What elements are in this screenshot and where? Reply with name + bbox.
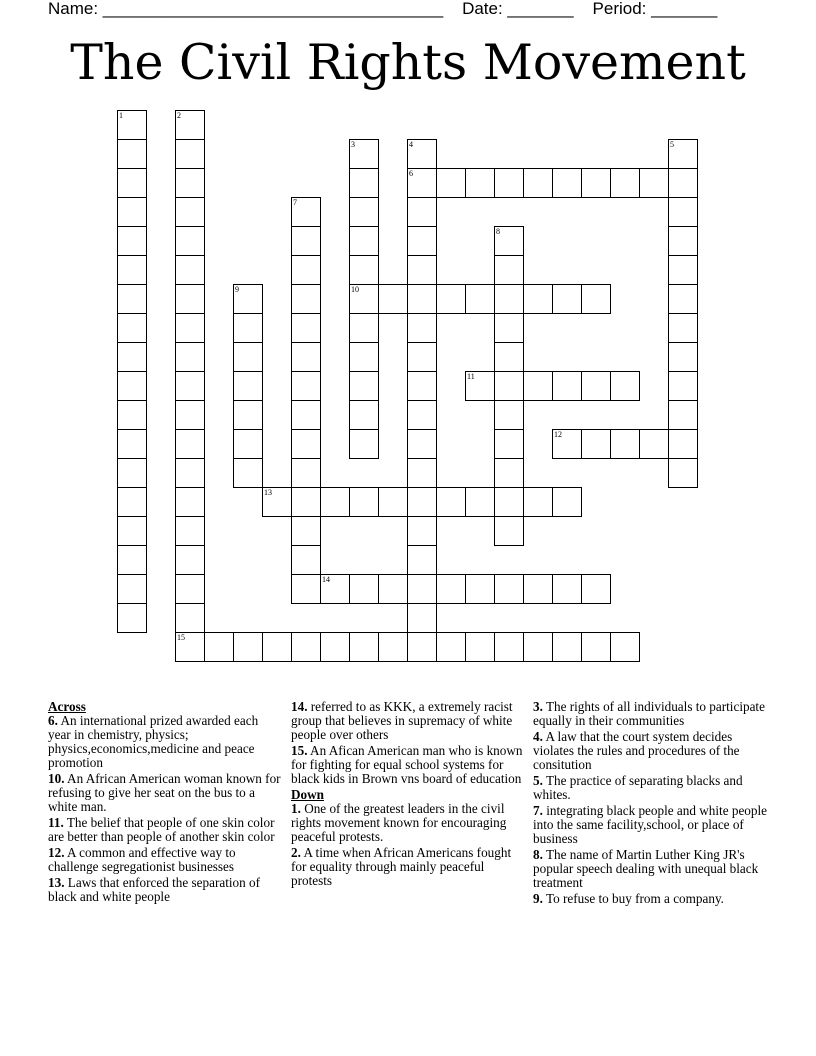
crossword-cell[interactable] [407, 342, 437, 372]
crossword-cell[interactable] [465, 632, 495, 662]
crossword-cell[interactable] [175, 168, 205, 198]
crossword-cell[interactable] [175, 458, 205, 488]
crossword-cell[interactable] [117, 139, 147, 169]
crossword-cell[interactable] [465, 284, 495, 314]
across-heading: Across [48, 699, 86, 714]
crossword-cell[interactable] [494, 429, 524, 459]
crossword-cell[interactable] [407, 168, 437, 198]
crossword-cell[interactable] [262, 487, 292, 517]
crossword-cell[interactable] [610, 168, 640, 198]
crossword-cell[interactable] [407, 545, 437, 575]
clue-column-2 [291, 700, 527, 890]
crossword-cell[interactable] [494, 400, 524, 430]
crossword-cell[interactable] [291, 197, 321, 227]
crossword-cell[interactable] [233, 313, 263, 343]
crossword-cell[interactable] [291, 226, 321, 256]
crossword-cell[interactable] [610, 429, 640, 459]
crossword-cell[interactable] [291, 516, 321, 546]
across-clue-6: 6. An international prized awarded each year in chemistry, physics; physics,economics,medicine and peace promotion [48, 713, 259, 770]
crossword-cell[interactable] [262, 632, 292, 662]
crossword-cell[interactable] [175, 255, 205, 285]
crossword-cell[interactable] [436, 487, 466, 517]
crossword-cell[interactable] [117, 458, 147, 488]
clue-number: 6 [409, 169, 413, 178]
crossword-cell[interactable] [349, 313, 379, 343]
crossword-cell[interactable] [117, 574, 147, 604]
crossword-cell[interactable] [117, 400, 147, 430]
crossword-cell[interactable] [117, 197, 147, 227]
clue-column-3 [533, 700, 769, 908]
crossword-cell[interactable] [233, 284, 263, 314]
date-field-label[interactable]: Date: _______ [462, 0, 574, 18]
crossword-cell[interactable] [465, 371, 495, 401]
crossword-cell[interactable] [407, 603, 437, 633]
across-clue-15: 15. An Afican American man who is known for fighting for equal school systems for black kids in Brown vns board of education [291, 743, 523, 786]
crossword-cell[interactable] [465, 168, 495, 198]
crossword-cell[interactable] [436, 574, 466, 604]
crossword-cell[interactable] [117, 603, 147, 633]
crossword-cell[interactable] [175, 400, 205, 430]
crossword-cell[interactable] [175, 371, 205, 401]
crossword-cell[interactable] [581, 574, 611, 604]
across-clue-14: 14. referred to as KKK, a extremely racist group that believes in supremacy of white people over others [291, 699, 513, 742]
crossword-cell[interactable] [320, 487, 350, 517]
clue-number: 3 [351, 140, 355, 149]
clue-number: 14 [322, 575, 330, 584]
crossword-cell[interactable] [117, 371, 147, 401]
crossword-cell[interactable] [233, 342, 263, 372]
crossword-cell[interactable] [117, 342, 147, 372]
clue-number: 5 [670, 140, 674, 149]
clue-number: 8 [496, 227, 500, 236]
clue-number: 7 [293, 198, 297, 207]
crossword-cell[interactable] [552, 574, 582, 604]
crossword-cell[interactable] [175, 516, 205, 546]
crossword-cell[interactable] [610, 632, 640, 662]
crossword-cell[interactable] [117, 226, 147, 256]
name-field-label[interactable]: Name: ____________________________________ [48, 0, 444, 18]
clue-number: 9 [235, 285, 239, 294]
clue-number: 2 [177, 111, 181, 120]
crossword-cell[interactable] [233, 429, 263, 459]
crossword-cell[interactable] [175, 429, 205, 459]
down-clue-1: 1. One of the greatest leaders in the civil rights movement known for encouraging peaceful protests. [291, 801, 507, 844]
crossword-cell[interactable] [407, 313, 437, 343]
crossword-cell[interactable] [668, 139, 698, 169]
crossword-cell[interactable] [349, 168, 379, 198]
crossword-cell[interactable] [175, 342, 205, 372]
crossword-cell[interactable] [581, 284, 611, 314]
crossword-cell[interactable] [349, 371, 379, 401]
clue-number: 1 [119, 111, 123, 120]
crossword-cell[interactable] [233, 632, 263, 662]
crossword-cell[interactable] [349, 632, 379, 662]
crossword-cell[interactable] [349, 487, 379, 517]
crossword-cell[interactable] [581, 429, 611, 459]
down-clue-4: 4. A law that the court system decides violates the rules and procedures of the consitution [533, 729, 740, 772]
crossword-cell[interactable] [494, 313, 524, 343]
crossword-cell[interactable] [175, 632, 205, 662]
crossword-cell[interactable] [436, 632, 466, 662]
crossword-cell[interactable] [581, 371, 611, 401]
crossword-cell[interactable] [639, 429, 669, 459]
crossword-cell[interactable] [291, 255, 321, 285]
crossword-cell[interactable] [117, 487, 147, 517]
crossword-cell[interactable] [581, 632, 611, 662]
crossword-cell[interactable] [175, 226, 205, 256]
across-clue-10: 10. An African American woman known for refusing to give her seat on the bus to a white man. [48, 771, 281, 814]
crossword-cell[interactable] [436, 284, 466, 314]
crossword-cell[interactable] [494, 487, 524, 517]
crossword-cell[interactable] [349, 139, 379, 169]
crossword-cell[interactable] [291, 429, 321, 459]
crossword-cell[interactable] [407, 400, 437, 430]
crossword-cell[interactable] [117, 168, 147, 198]
clue-number: 10 [351, 285, 359, 294]
crossword-cell[interactable] [668, 400, 698, 430]
crossword-cell[interactable] [117, 284, 147, 314]
crossword-cell[interactable] [523, 632, 553, 662]
crossword-cell[interactable] [117, 545, 147, 575]
crossword-cell[interactable] [233, 371, 263, 401]
crossword-cell[interactable] [349, 574, 379, 604]
crossword-cell[interactable] [407, 255, 437, 285]
crossword-cell[interactable] [349, 342, 379, 372]
crossword-cell[interactable] [523, 487, 553, 517]
crossword-cell[interactable] [320, 574, 350, 604]
crossword-cell[interactable] [494, 168, 524, 198]
crossword-cell[interactable] [175, 197, 205, 227]
crossword-cell[interactable] [494, 632, 524, 662]
crossword-cell[interactable] [175, 139, 205, 169]
crossword-cell[interactable] [407, 574, 437, 604]
crossword-cell[interactable] [378, 632, 408, 662]
crossword-cell[interactable] [668, 371, 698, 401]
crossword-cell[interactable] [175, 487, 205, 517]
clue-column-1 [48, 700, 284, 906]
crossword-cell[interactable] [349, 284, 379, 314]
crossword-cell[interactable] [465, 487, 495, 517]
crossword-cell[interactable] [668, 429, 698, 459]
crossword-cell[interactable] [349, 400, 379, 430]
clue-number: 13 [264, 488, 272, 497]
crossword-cell[interactable] [349, 429, 379, 459]
clue-number: 11 [467, 372, 475, 381]
crossword-cell[interactable] [291, 487, 321, 517]
crossword-cell[interactable] [407, 226, 437, 256]
crossword-cell[interactable] [407, 139, 437, 169]
crossword-cell[interactable] [494, 255, 524, 285]
crossword-cell[interactable] [407, 371, 437, 401]
crossword-cell[interactable] [117, 110, 147, 140]
crossword-cell[interactable] [291, 371, 321, 401]
crossword-cell[interactable] [349, 255, 379, 285]
clue-number: 12 [554, 430, 562, 439]
crossword-cell[interactable] [494, 516, 524, 546]
across-clue-11: 11. The belief that people of one skin color are better than people of another skin color [48, 815, 275, 844]
crossword-cell[interactable] [349, 226, 379, 256]
across-clue-13: 13. Laws that enforced the separation of black and white people [48, 875, 261, 904]
crossword-cell[interactable] [233, 458, 263, 488]
crossword-cell[interactable] [436, 168, 466, 198]
crossword-cell[interactable] [494, 226, 524, 256]
crossword-cell[interactable] [668, 342, 698, 372]
crossword-cell[interactable] [668, 168, 698, 198]
down-heading: Down [291, 787, 324, 802]
crossword-cell[interactable] [204, 632, 234, 662]
crossword-cell[interactable] [552, 487, 582, 517]
crossword-cell[interactable] [581, 168, 611, 198]
crossword-cell[interactable] [668, 197, 698, 227]
clue-number: 4 [409, 140, 413, 149]
period-field-label[interactable]: Period: _______ [592, 0, 718, 18]
crossword-cell[interactable] [494, 458, 524, 488]
crossword-cell[interactable] [494, 371, 524, 401]
crossword-cell[interactable] [610, 371, 640, 401]
crossword-cell[interactable] [291, 284, 321, 314]
crossword-cell[interactable] [320, 632, 350, 662]
crossword-cell[interactable] [523, 574, 553, 604]
crossword-cell[interactable] [494, 284, 524, 314]
crossword-cell[interactable] [291, 342, 321, 372]
crossword-cell[interactable] [175, 110, 205, 140]
crossword-cell[interactable] [378, 574, 408, 604]
crossword-cell[interactable] [465, 574, 495, 604]
crossword-cell[interactable] [407, 284, 437, 314]
crossword-cell[interactable] [291, 545, 321, 575]
crossword-cell[interactable] [175, 284, 205, 314]
down-clue-9: 9. To refuse to buy from a company. [533, 891, 724, 906]
crossword-cell[interactable] [523, 168, 553, 198]
crossword-cell[interactable] [552, 371, 582, 401]
crossword-cell[interactable] [668, 226, 698, 256]
crossword-cell[interactable] [175, 574, 205, 604]
crossword-cell[interactable] [552, 429, 582, 459]
crossword-cell[interactable] [407, 632, 437, 662]
crossword-cell[interactable] [407, 458, 437, 488]
crossword-cell[interactable] [233, 400, 263, 430]
crossword-cell[interactable] [523, 371, 553, 401]
crossword-cell[interactable] [117, 255, 147, 285]
crossword-cell[interactable] [291, 632, 321, 662]
crossword-cell[interactable] [291, 458, 321, 488]
crossword-cell[interactable] [291, 313, 321, 343]
crossword-cell[interactable] [494, 342, 524, 372]
crossword-cell[interactable] [117, 429, 147, 459]
crossword-cell[interactable] [668, 284, 698, 314]
crossword-cell[interactable] [291, 400, 321, 430]
crossword-cell[interactable] [175, 603, 205, 633]
crossword-cell[interactable] [407, 197, 437, 227]
crossword-cell[interactable] [552, 168, 582, 198]
crossword-cell[interactable] [291, 574, 321, 604]
crossword-cell[interactable] [668, 313, 698, 343]
clue-number: 15 [177, 633, 185, 642]
crossword-cell[interactable] [494, 574, 524, 604]
crossword-cell[interactable] [378, 487, 408, 517]
crossword-cell[interactable] [668, 255, 698, 285]
crossword-cell[interactable] [407, 429, 437, 459]
crossword-cell[interactable] [552, 284, 582, 314]
crossword-cell[interactable] [407, 487, 437, 517]
crossword-cell[interactable] [523, 284, 553, 314]
crossword-cell[interactable] [552, 632, 582, 662]
crossword-cell[interactable] [117, 313, 147, 343]
across-clue-12: 12. A common and effective way to challenge segregationist businesses [48, 845, 236, 874]
down-clue-2: 2. A time when African Americans fought for equality through mainly peaceful protests [291, 845, 512, 888]
down-clue-7: 7. integrating black people and white people into the same facility,school, or place of business [533, 803, 768, 846]
crossword-cell[interactable] [349, 197, 379, 227]
crossword-cell[interactable] [407, 516, 437, 546]
crossword-cell[interactable] [378, 284, 408, 314]
crossword-cell[interactable] [668, 458, 698, 488]
crossword-cell[interactable] [639, 168, 669, 198]
down-clue-3: 3. The rights of all individuals to participate equally in their communities [533, 699, 765, 728]
page-title: The Civil Rights Movement [70, 34, 746, 91]
down-clue-8: 8. The name of Martin Luther King JR's popular speech dealing with unequal black treatment [533, 847, 759, 890]
down-clue-5: 5. The practice of separating blacks and whites. [533, 773, 743, 802]
crossword-cell[interactable] [175, 545, 205, 575]
crossword-cell[interactable] [175, 313, 205, 343]
crossword-cell[interactable] [117, 516, 147, 546]
